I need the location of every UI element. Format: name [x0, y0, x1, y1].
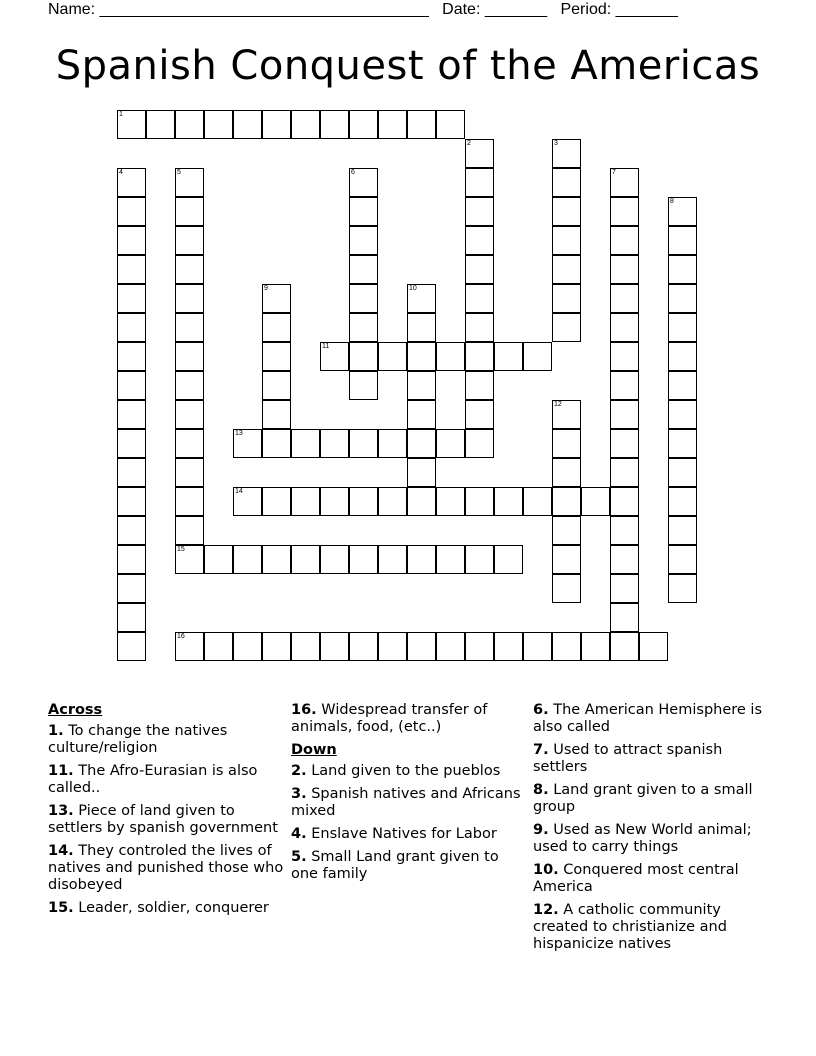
crossword-cell[interactable]	[407, 342, 436, 371]
across-clue: 14. They controled the lives of natives and punished those who disobeyed	[48, 843, 284, 893]
down-clue: 6. The American Hemisphere is also called	[533, 702, 763, 735]
crossword-cell[interactable]	[117, 458, 146, 487]
crossword-cell[interactable]	[233, 487, 262, 516]
crossword-cell[interactable]	[610, 168, 639, 197]
crossword-cell[interactable]	[117, 429, 146, 458]
crossword-cell[interactable]	[610, 284, 639, 313]
crossword-cell[interactable]	[610, 342, 639, 371]
crossword-cell[interactable]	[552, 400, 581, 429]
crossword-cell[interactable]	[610, 574, 639, 603]
crossword-cell[interactable]	[465, 632, 494, 661]
crossword-cell[interactable]	[407, 400, 436, 429]
crossword-cell[interactable]	[233, 545, 262, 574]
clue-number: 7	[612, 169, 616, 176]
crossword-cell[interactable]	[668, 197, 697, 226]
crossword-cell[interactable]	[378, 429, 407, 458]
clue-number: 5	[177, 169, 181, 176]
crossword-cell[interactable]	[494, 632, 523, 661]
down-heading: Down	[291, 742, 337, 758]
crossword-cell[interactable]	[668, 487, 697, 516]
crossword-cell[interactable]	[465, 429, 494, 458]
clue-number: 9	[264, 285, 268, 292]
crossword-cell[interactable]	[117, 545, 146, 574]
crossword-cell[interactable]	[349, 545, 378, 574]
down-clue: 7. Used to attract spanish settlers	[533, 742, 723, 775]
crossword-cell[interactable]	[175, 110, 204, 139]
crossword-cell[interactable]	[378, 487, 407, 516]
clue-number: 10	[409, 285, 417, 292]
crossword-cell[interactable]	[320, 342, 349, 371]
crossword-cell[interactable]	[349, 313, 378, 342]
crossword-cell[interactable]	[117, 632, 146, 661]
crossword-cell[interactable]	[668, 284, 697, 313]
crossword-cell[interactable]	[349, 226, 378, 255]
crossword-cell[interactable]	[407, 371, 436, 400]
crossword-cell[interactable]	[552, 545, 581, 574]
across-clue: 11. The Afro-Eurasian is also called..	[48, 763, 258, 796]
crossword-cell[interactable]	[610, 313, 639, 342]
crossword-cell[interactable]	[552, 197, 581, 226]
clue-number: 12	[554, 401, 562, 408]
clue-number: 14	[235, 488, 243, 495]
crossword-cell[interactable]	[465, 197, 494, 226]
crossword-cell[interactable]	[610, 255, 639, 284]
crossword-cell[interactable]	[552, 487, 581, 516]
down-clue: 5. Small Land grant given to one family	[291, 849, 499, 882]
crossword-cell[interactable]	[378, 110, 407, 139]
across-heading: Across	[48, 702, 103, 718]
crossword-cell[interactable]	[610, 429, 639, 458]
crossword-cell[interactable]	[407, 429, 436, 458]
crossword-cell[interactable]	[175, 255, 204, 284]
crossword-cell[interactable]	[407, 632, 436, 661]
crossword-cell[interactable]	[349, 255, 378, 284]
crossword-cell[interactable]	[378, 632, 407, 661]
crossword-cell[interactable]	[552, 168, 581, 197]
crossword-cell[interactable]	[494, 342, 523, 371]
period-field-label: Period: _______	[560, 1, 678, 18]
crossword-cell[interactable]	[668, 574, 697, 603]
crossword-cell[interactable]	[175, 545, 204, 574]
crossword-cell[interactable]	[552, 429, 581, 458]
crossword-cell[interactable]	[465, 342, 494, 371]
crossword-cell[interactable]	[552, 255, 581, 284]
crossword-cell[interactable]	[117, 284, 146, 313]
crossword-cell[interactable]	[581, 487, 610, 516]
crossword-cell[interactable]	[581, 632, 610, 661]
crossword-cell[interactable]	[175, 632, 204, 661]
crossword-cell[interactable]	[349, 371, 378, 400]
crossword-cell[interactable]	[349, 429, 378, 458]
crossword-cell[interactable]	[668, 516, 697, 545]
crossword-cell[interactable]	[117, 313, 146, 342]
crossword-cell[interactable]	[349, 197, 378, 226]
crossword-cell[interactable]	[610, 487, 639, 516]
crossword-cell[interactable]	[465, 313, 494, 342]
crossword-cell[interactable]	[175, 197, 204, 226]
down-clue: 12. A catholic community created to christianize and hispanicize natives	[533, 902, 727, 952]
crossword-cell[interactable]	[320, 429, 349, 458]
crossword-cell[interactable]	[117, 110, 146, 139]
crossword-cell[interactable]	[465, 284, 494, 313]
down-clue: 9. Used as New World animal; used to carry things	[533, 822, 752, 855]
crossword-cell[interactable]	[349, 110, 378, 139]
down-clue: 8. Land grant given to a small group	[533, 782, 753, 815]
crossword-cell[interactable]	[610, 458, 639, 487]
clue-number: 11	[322, 343, 330, 350]
crossword-cell[interactable]	[349, 632, 378, 661]
crossword-cell[interactable]	[610, 632, 639, 661]
clue-number: 3	[554, 140, 558, 147]
crossword-cell[interactable]	[407, 545, 436, 574]
crossword-cell[interactable]	[610, 226, 639, 255]
down-clue: 2. Land given to the pueblos	[291, 763, 501, 779]
crossword-cell[interactable]	[436, 545, 465, 574]
crossword-cell[interactable]	[552, 139, 581, 168]
crossword-cell[interactable]	[465, 371, 494, 400]
crossword-cell[interactable]	[668, 313, 697, 342]
crossword-cell[interactable]	[349, 342, 378, 371]
crossword-cell[interactable]	[407, 284, 436, 313]
crossword-cell[interactable]	[291, 429, 320, 458]
crossword-cell[interactable]	[262, 632, 291, 661]
crossword-cell[interactable]	[204, 632, 233, 661]
crossword-cell[interactable]	[378, 342, 407, 371]
crossword-cell[interactable]	[610, 603, 639, 632]
crossword-cell[interactable]	[552, 574, 581, 603]
crossword-cell[interactable]	[552, 458, 581, 487]
crossword-cell[interactable]	[465, 487, 494, 516]
crossword-cell[interactable]	[175, 226, 204, 255]
crossword-cell[interactable]	[552, 313, 581, 342]
crossword-cell[interactable]	[175, 371, 204, 400]
clue-number: 15	[177, 546, 185, 553]
crossword-cell[interactable]	[175, 400, 204, 429]
crossword-cell[interactable]	[349, 284, 378, 313]
name-field-label: Name: _____________________________________	[48, 1, 429, 18]
clue-number: 4	[119, 169, 123, 176]
date-field-label: Date: _______	[442, 1, 548, 18]
crossword-cell[interactable]	[320, 487, 349, 516]
crossword-cell[interactable]	[204, 545, 233, 574]
crossword-cell[interactable]	[668, 255, 697, 284]
crossword-cell[interactable]	[436, 342, 465, 371]
crossword-cell[interactable]	[465, 139, 494, 168]
crossword-cell[interactable]	[668, 429, 697, 458]
crossword-cell[interactable]	[262, 284, 291, 313]
crossword-cell[interactable]	[117, 255, 146, 284]
crossword-cell[interactable]	[175, 516, 204, 545]
crossword-cell[interactable]	[378, 545, 407, 574]
crossword-cell[interactable]	[465, 168, 494, 197]
crossword-cell[interactable]	[117, 574, 146, 603]
crossword-cell[interactable]	[204, 110, 233, 139]
crossword-cell[interactable]	[523, 487, 552, 516]
across-clue: 15. Leader, soldier, conquerer	[48, 900, 269, 916]
crossword-cell[interactable]	[610, 371, 639, 400]
crossword-cell[interactable]	[117, 516, 146, 545]
crossword-cell[interactable]	[117, 371, 146, 400]
crossword-cell[interactable]	[668, 342, 697, 371]
crossword-cell[interactable]	[117, 342, 146, 371]
crossword-cell[interactable]	[117, 168, 146, 197]
crossword-cell[interactable]	[407, 458, 436, 487]
crossword-cell[interactable]	[175, 342, 204, 371]
down-clue: 4. Enslave Natives for Labor	[291, 826, 497, 842]
crossword-cell[interactable]	[668, 400, 697, 429]
clue-number: 2	[467, 140, 471, 147]
crossword-cell[interactable]	[233, 110, 262, 139]
across-clue: 13. Piece of land given to settlers by spanish government	[48, 803, 278, 836]
crossword-cell[interactable]	[262, 371, 291, 400]
crossword-cell[interactable]	[291, 545, 320, 574]
down-clue: 3. Spanish natives and Africans mixed	[291, 786, 521, 819]
crossword-cell[interactable]	[262, 400, 291, 429]
crossword-cell[interactable]	[610, 197, 639, 226]
crossword-cell[interactable]	[175, 487, 204, 516]
crossword-cell[interactable]	[291, 632, 320, 661]
crossword-cell[interactable]	[291, 110, 320, 139]
clue-number: 8	[670, 198, 674, 205]
crossword-cell[interactable]	[175, 284, 204, 313]
crossword-cell[interactable]	[668, 458, 697, 487]
crossword-cell[interactable]	[523, 632, 552, 661]
clue-number: 1	[119, 111, 123, 118]
crossword-cell[interactable]	[465, 400, 494, 429]
across-clue: 16. Widespread transfer of animals, food, (etc..)	[291, 702, 488, 735]
crossword-cell[interactable]	[262, 313, 291, 342]
crossword-cell[interactable]	[262, 342, 291, 371]
crossword-cell[interactable]	[117, 197, 146, 226]
crossword-cell[interactable]	[291, 487, 320, 516]
crossword-cell[interactable]	[494, 545, 523, 574]
crossword-cell[interactable]	[436, 110, 465, 139]
crossword-cell[interactable]	[320, 545, 349, 574]
crossword-cell[interactable]	[407, 313, 436, 342]
crossword-cell[interactable]	[262, 110, 291, 139]
crossword-cell[interactable]	[407, 110, 436, 139]
crossword-cell[interactable]	[320, 110, 349, 139]
clues-column-1	[48, 702, 284, 923]
crossword-cell[interactable]	[465, 226, 494, 255]
crossword-cell[interactable]	[552, 284, 581, 313]
down-clue: 10. Conquered most central America	[533, 862, 739, 895]
crossword-cell[interactable]	[552, 226, 581, 255]
crossword-cell[interactable]	[117, 603, 146, 632]
crossword-cell[interactable]	[610, 516, 639, 545]
crossword-cell[interactable]	[117, 226, 146, 255]
crossword-cell[interactable]	[262, 545, 291, 574]
crossword-cell[interactable]	[668, 371, 697, 400]
page-title: Spanish Conquest of the Americas	[55, 43, 761, 89]
crossword-cell[interactable]	[436, 632, 465, 661]
crossword-cell[interactable]	[668, 226, 697, 255]
clues-column-3	[533, 702, 773, 959]
crossword-cell[interactable]	[262, 487, 291, 516]
across-clue: 1. To change the natives culture/religion	[48, 723, 228, 756]
crossword-cell[interactable]	[146, 110, 175, 139]
crossword-cell[interactable]	[175, 429, 204, 458]
crossword-cell[interactable]	[175, 458, 204, 487]
clue-number: 16	[177, 633, 185, 640]
crossword-cell[interactable]	[465, 545, 494, 574]
crossword-cell[interactable]	[233, 632, 262, 661]
crossword-cell[interactable]	[610, 545, 639, 574]
crossword-cell[interactable]	[175, 168, 204, 197]
crossword-cell[interactable]	[523, 342, 552, 371]
crossword-cell[interactable]	[349, 487, 378, 516]
clue-number: 6	[351, 169, 355, 176]
crossword-cell[interactable]	[407, 487, 436, 516]
crossword-cell[interactable]	[668, 545, 697, 574]
crossword-cell[interactable]	[552, 516, 581, 545]
crossword-cell[interactable]	[349, 168, 378, 197]
crossword-cell[interactable]	[320, 632, 349, 661]
crossword-cell[interactable]	[639, 632, 668, 661]
crossword-cell[interactable]	[610, 400, 639, 429]
crossword-cell[interactable]	[436, 487, 465, 516]
crossword-cell[interactable]	[465, 255, 494, 284]
crossword-cell[interactable]	[117, 400, 146, 429]
crossword-cell[interactable]	[262, 429, 291, 458]
clue-number: 13	[235, 430, 243, 437]
crossword-cell[interactable]	[494, 487, 523, 516]
clues-column-2	[291, 702, 527, 889]
crossword-cell[interactable]	[436, 429, 465, 458]
crossword-cell[interactable]	[175, 313, 204, 342]
crossword-cell[interactable]	[552, 632, 581, 661]
crossword-cell[interactable]	[233, 429, 262, 458]
crossword-cell[interactable]	[117, 487, 146, 516]
